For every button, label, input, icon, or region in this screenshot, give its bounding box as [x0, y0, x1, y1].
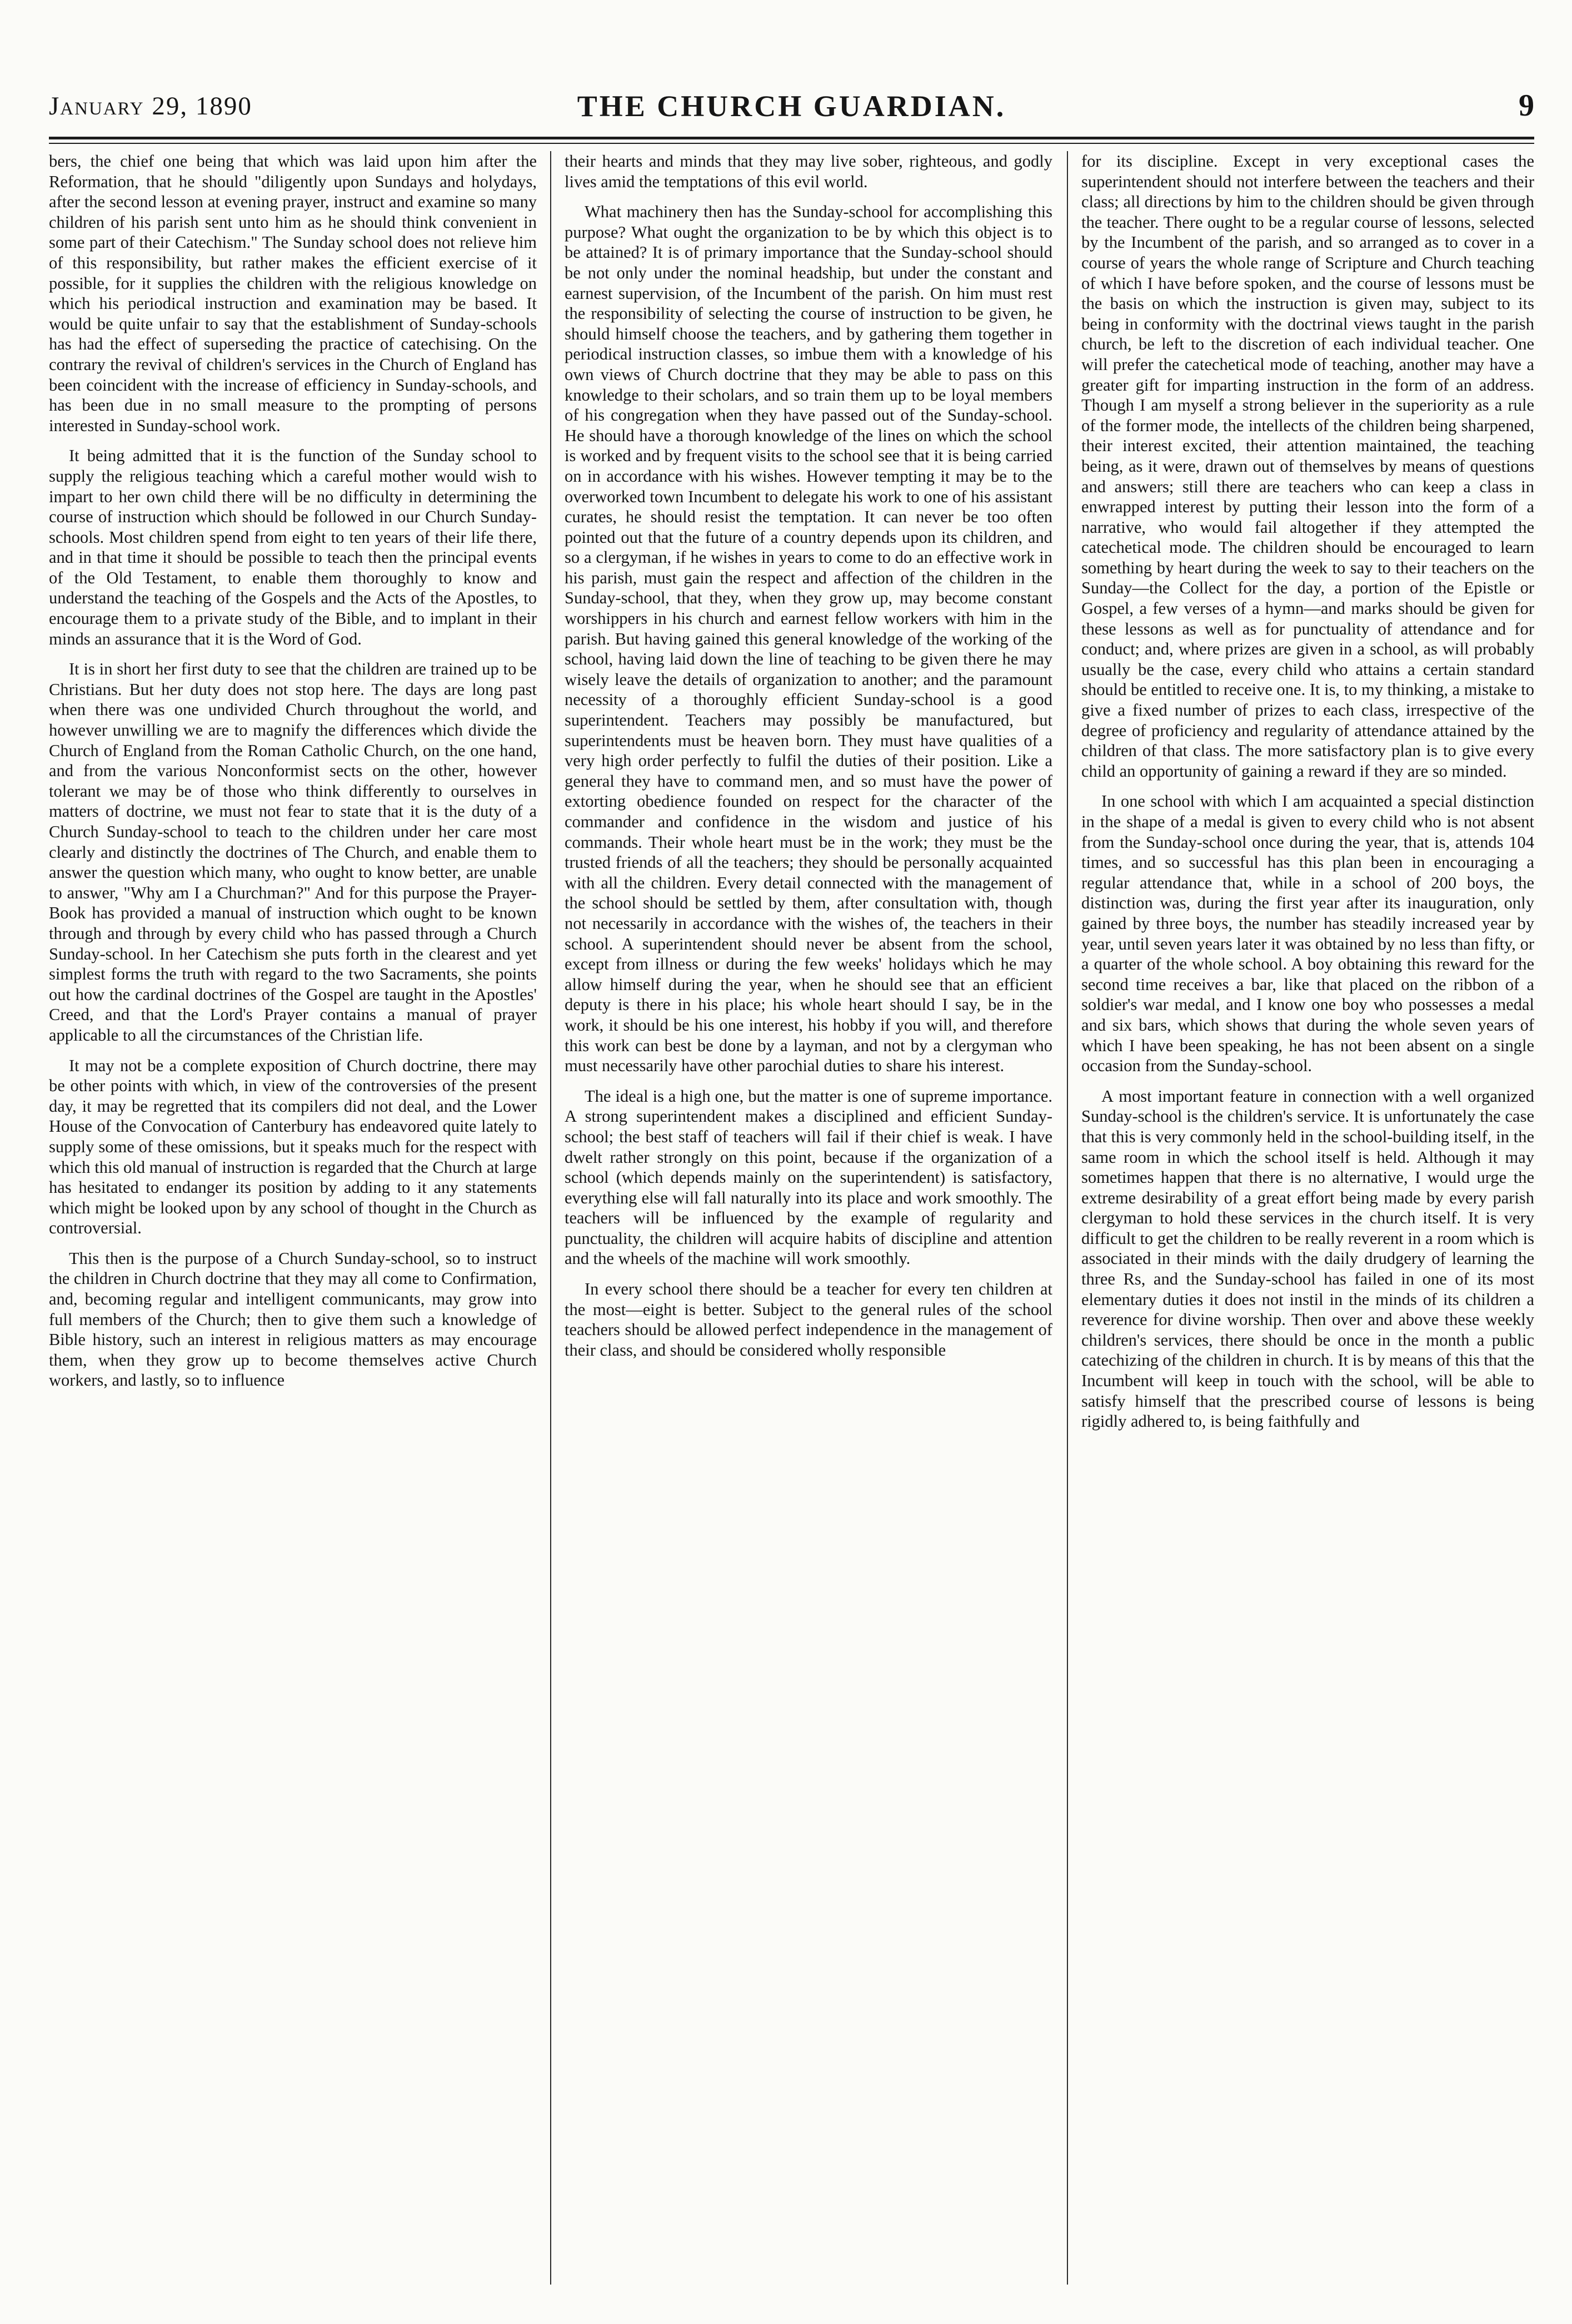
- column-divider: [1067, 151, 1068, 2285]
- masthead: [49, 83, 1534, 137]
- paragraph: bers, the chief one being that which was laid upon him after the Reformation, that he should "diligently upon Sundays and holydays, after the second lesson at evening prayer, instruct and examine so many children of his parish sent unto him as he should think convenient in some part of their Catechism." The Sunday school does not relieve him of this responsibility, but rather makes the efficient exercise of it possible, for it supplies the children with the religious knowledge on which his periodical instruction and examination may be based. It would be quite unfair to say that the establishment of Sunday-schools has had the effect of superseding the practice of catechising. On the contrary the revival of children's services in the Church of England has been coincident with the increase of efficiency in Sunday-schools, and has been due in no small measure to the prompting of persons interested in Sunday-school work.: [49, 152, 537, 435]
- paragraph: In every school there should be a teacher for every ten children at the most—eight is better. Subject to the general rules of the school teachers should be allowed perfect independence in the management of their class, and should be considered wholly responsible: [565, 1280, 1052, 1360]
- column-divider: [550, 151, 551, 2285]
- issue-date: January 29, 1890: [49, 92, 252, 121]
- paragraph: In one school with which I am acquainted a special distinction in the shape of a medal is given to every child who is not absent from the Sunday-school once during the year, that is, attends 104 times, and so successful has this plan been in encouraging a regular attendance that, while in a school of 200 boys, the distinction was, during the first year after its inauguration, only gained by three boys, the number has steadily increased year by year, until seven years later it was obtained by no less than fifty, or a quarter of the whole school. A boy obtaining this reward for the second time receives a bar, like that placed on the ribbon of a soldier's war medal, and I know one boy who possesses a medal and six bars, which shows that during the whole seven years of which I have been speaking, he has not been absent on a single occasion from the Sunday-school.: [1081, 792, 1534, 1076]
- text-column-3: [1081, 151, 1534, 2285]
- paragraph: It may not be a complete exposition of Church doctrine, there may be other points with which, in view of the controversies of the present day, it may be regretted that its compilers did not deal, and the Lower House of the Convocation of Canterbury has endeavored quite lately to supply some of these omissions, but it speaks much for the respect with which this old manual of instruction is regarded that the Church at large has hesitated to endanger its position by adding to it any statements which might be looked upon by any school of thought in the Church as controversial.: [49, 1056, 537, 1238]
- text-column-2: [565, 151, 1052, 2285]
- text-column-1: [49, 151, 537, 2285]
- paragraph: What machinery then has the Sunday-school for accomplishing this purpose? What ought the organization to be by which this object is to be attained? It is of primary importance that the Sunday-school should be not only under the nominal headship, but under the constant and earnest supervision, of the Incumbent of the parish. On him must rest the responsibility of selecting the course of instruction to be given, he should himself choose the teachers, and by gathering them together in periodical instruction classes, so imbue them with a knowledge of his own views of Church doctrine that they may be able to pass on this knowledge to their scholars, and so train them up to be loyal members of his congregation when they have passed out of the Sunday-school. He should have a thorough knowledge of the lines on which the school is worked and by frequent visits to the school see that it is being carried on in accordance with his wishes. However tempting it may be to the overworked town Incumbent to delegate his work to one of his assistant curates, he should resist the temptation. It can never be too often pointed out that the future of a country depends upon its children, and so a clergyman, if he wishes in years to come to do an effective work in his parish, must gain the respect and affection of the children in the Sunday-school, that they, when they grow up, may become constant worshippers in his church and earnest fellow workers with him in the parish. But having gained this general knowledge of the working of the school, having laid down the line of teaching to be given there he may wisely leave the details of organization to another; and the paramount necessity of a thoroughly efficient Sunday-school is a good superintendent. Teachers may possibly be manufactured, but superintendents must be heaven born. They must have qualities of a very high order perfectly to fulfil the duties of their position. Like a general they have to command men, and so must have the power of extorting obedience founded on respect for the character of the commander and confidence in the wisdom and justice of his commands. Their whole heart must be in the work; they must be the trusted friends of all the teachers; they should be personally acquainted with all the children. Every detail connected with the management of the school should be settled by them, after consultation with, though not necessarily in accordance with the wishes of, the teachers in their school. A superintendent should never be absent from the school, except from illness or during the few weeks' holidays which he may allow himself during the year, when he should see that an efficient deputy is there in his place; his whole heart should I say, be in the work, it should be his one interest, his hobby if you will, and therefore this work can best be done by a layman, and not by a clergyman who must necessarily have other parochial duties to share his interest.: [565, 202, 1052, 1076]
- paragraph: The ideal is a high one, but the matter is one of supreme importance. A strong superintendent makes a disciplined and efficient Sunday-school; the best staff of teachers will fail if their chief is weak. I have dwelt rather strongly on this point, because if the organization of a school (which depends mainly on the superintendent) is satisfactory, everything else will fall naturally into its place and work smoothly. The teachers will be influenced by the example of regularity and punctuality, the children will acquire habits of discipline and attention and the wheels of the machine will work smoothly.: [565, 1086, 1052, 1268]
- masthead-rule-thick: [49, 137, 1534, 139]
- newspaper-title: THE CHURCH GUARDIAN.: [577, 89, 1006, 123]
- paragraph: It being admitted that it is the function of the Sunday school to supply the religious teaching which a careful mother would wish to impart to her own child there will be no difficulty in determining the course of instruction which should be followed in our Church Sunday-schools. Most children spend from eight to ten years of their life there, and in that time it should be possible to teach then the principal events of the Old Testament, to enable them thoroughly to know and understand the teaching of the Gospels and the Acts of the Apostles, to encourage them to a private study of the Bible, and to implant in their minds an assurance that it is the Word of God.: [49, 446, 537, 648]
- paragraph: This then is the purpose of a Church Sunday-school, so to instruct the children in Church doctrine that they may all come to Confirmation, and, becoming regular and intelligent communicants, may grow into full members of the Church; then to give them such a knowledge of Bible history, such an interest in religious matters as may encourage them, when they grow up to become themselves active Church workers, and lastly, so to influence: [49, 1248, 537, 1390]
- masthead-rule-thin: [49, 143, 1534, 144]
- page-number: 9: [1519, 88, 1534, 123]
- paragraph: their hearts and minds that they may live sober, righteous, and godly lives amid the temptations of this evil world.: [565, 152, 1052, 191]
- paragraph: It is in short her first duty to see that the children are trained up to be Christians. But her duty does not stop here. The days are long past when there was one undivided Church throughout the world, and however unwilling we are to magnify the differences which divide the Church of England from the Roman Catholic Church, on the one hand, and from the various Nonconformist sects on the other, however tolerant we may be of those who think differently to ourselves in matters of doctrine, we must not fear to state that it is the duty of a Church Sunday-school to teach to the children under her care most clearly and distinctly the doctrines of The Church, and enable them to answer the question which many, who ought to know better, are unable to answer, "Why am I a Churchman?" And for this purpose the Prayer-Book has provided a manual of instruction which ought to be known through and through by every child who has passed through a Church Sunday-school. In her Catechism she puts forth in the clearest and yet simplest forms the truth with regard to the two Sacraments, she points out how the cardinal doctrines of the Gospel are taught in the Apostles' Creed, and that the Lord's Prayer contains a manual of prayer applicable to all the circumstances of the Christian life.: [49, 659, 537, 1044]
- paragraph: A most important feature in connection with a well organized Sunday-school is the children's service. It is unfortunately the case that this is very commonly held in the school-building itself, in the same room in which the school itself is held. Although it may sometimes happen that there is no alternative, I would urge the extreme desirability of a great effort being made by every parish clergyman to hold these services in the church itself. It is very difficult to get the children to be really reverent in a room which is associated in their minds with the daily drudgery of learning the three Rs, and the Sunday-school has failed in one of its most elementary duties it does not instil in the minds of its children a reverence for divine worship. Then over and above these weekly children's services, there should be once in the month a public catechizing of the children in church. It is by means of this that the Incumbent will keep in touch with the school, will be able to satisfy himself that the prescribed course of lessons is being rigidly adhered to, is being faithfully and: [1081, 1086, 1534, 1431]
- paragraph: for its discipline. Except in very exceptional cases the superintendent should not interfere between the teachers and their class; all directions by him to the children should be given through the teacher. There ought to be a regular course of lessons, selected by the Incumbent of the parish, and so arranged as to cover in a course of years the whole range of Scripture and Church teaching of which I have before spoken, and the course of lessons must be the basis on which the instruction is given may, subject to its being in conformity with the doctrinal views taught in the parish church, be left to the discretion of each individual teacher. One will prefer the catechetical mode of teaching, another may have a greater gift for imparting instruction in the form of an address. Though I am myself a strong believer in the superiority as a rule of the former mode, the intellects of the children being sharpened, their interest excited, their attention maintained, the teaching being, as it were, drawn out of themselves by means of questions and answers; still there are teachers who can keep a class in enwrapped interest by putting their lesson into the form of a narrative, who would fail altogether if they attempted the catechetical mode. The children should be encouraged to learn something by heart during the week to say to their teachers on the Sunday—the Collect for the day, a portion of the Epistle or Gospel, a few verses of a hymn—and marks should be given for these lessons as well as for punctuality of attendance and for conduct; and, where prizes are given in a school, as will probably usually be the case, every child who attains a certain standard should be entitled to receive one. It is, to my thinking, a mistake to give a fixed number of prizes to each class, irrespective of the degree of proficiency and regularity of attendance attained by the children of that class. The more satisfactory plan is to give every child an opportunity of gaining a reward if they are so minded.: [1081, 152, 1534, 781]
